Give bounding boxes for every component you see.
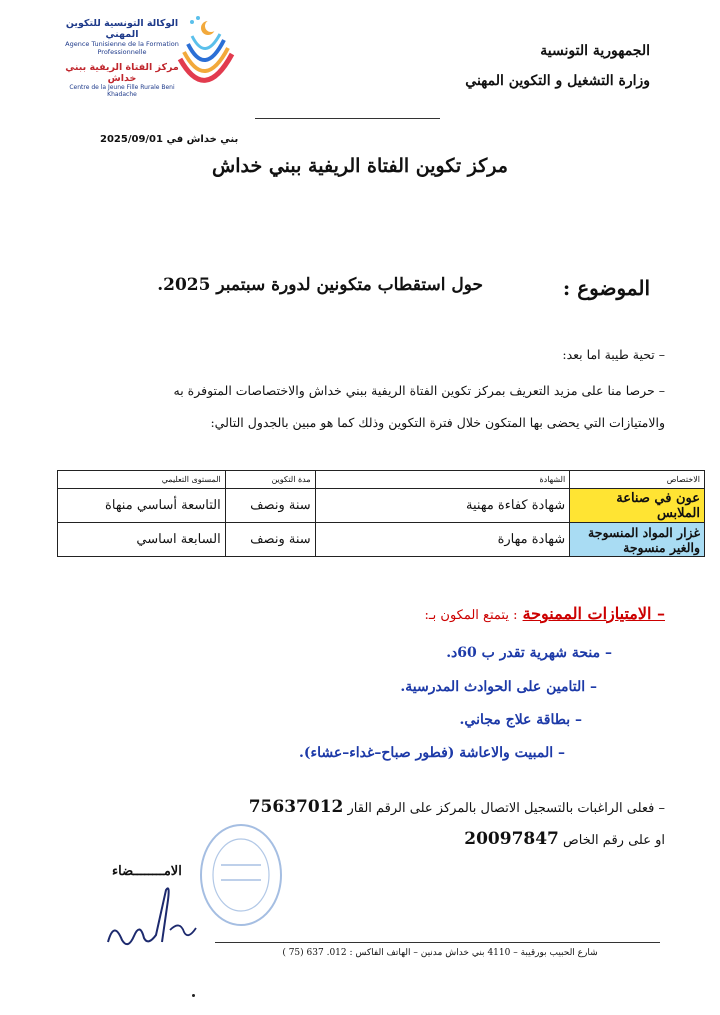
logo-agency-ar: الوكالة التونسية للتكوين المهني [65,18,179,40]
logo-text-block [62,18,182,98]
ministry-name: وزارة التشغيل و التكوين المهني [465,73,650,89]
ministry-header [465,36,650,96]
col-header-specialty: الاختصاص [570,471,705,489]
logo-center-ar: مركز الفتاة الريفية ببني خداش [65,62,179,84]
table-row [58,523,705,557]
stray-dot [192,994,195,997]
contact-line-2 [45,829,665,849]
mobile-number: 20097847 [464,829,559,849]
col-header-level: المستوى التعليمي [58,471,226,489]
cell-level: التاسعة أساسي منهاة [58,489,226,523]
intro-line-2: والامتيازات التي يحضى بها المتكون خلال فترة التكوين وذلك كما هو مبين بالجدول التالي: [210,415,665,430]
contact-text-1: – فعلى الراغبات بالتسجيل الاتصال بالمركز على الرقم القار [347,801,665,816]
table-row [58,489,705,523]
cell-specialty: عون في صناعة الملابس [570,489,705,523]
benefit-item: – منحة شهرية تقدر ب 60د. [446,645,612,661]
date-line: بني خداش في 2025/09/01 [100,134,239,145]
benefit-item: – المبيت والاعاشة (فطور صباح–غداء–عشاء). [299,745,565,761]
cell-level: السابعة اساسي [58,523,226,557]
subject-text: حول استقطاب متكونين لدورة سبتمبر 2025. [157,275,483,295]
header-divider [255,118,440,119]
cell-specialty: غزار المواد المنسوجة والغير منسوجة [570,523,705,557]
logo-agency-fr-1: Agence Tunisienne de la Formation [65,40,179,48]
intro-greeting: – تحية طيبة اما بعد: [562,347,665,362]
cell-certificate: شهادة مهارة [315,523,570,557]
agency-logo [62,14,242,102]
benefit-item: – التامين على الحوادث المدرسية. [400,679,597,695]
logo-emblem-icon [170,14,240,94]
col-header-certificate: الشهادة [315,471,570,489]
handwritten-signature-icon [100,880,210,950]
intro-line-1: – حرصا منا على مزيد التعريف بمركز تكوين الفتاة الريفية ببني خداش والاختصاصات المتوفرة به [173,383,665,398]
table-header-row [58,471,705,489]
specialties-table [57,470,705,557]
cell-duration: سنة ونصف [225,523,315,557]
footer-divider [215,942,660,943]
cell-certificate: شهادة كفاءة مهنية [315,489,570,523]
republic-name: الجمهورية التونسية [540,43,650,59]
center-title: مركز تكوين الفتاة الريفية ببني خداش [212,155,508,177]
landline-number: 75637012 [248,797,344,817]
subject-label: الموضوع : [562,276,650,300]
signature-label: الامــــــــضاء [112,864,182,879]
benefits-title: – الامتيازات الممنوحة [522,604,665,623]
benefits-heading [424,604,665,623]
logo-agency-fr-2: Professionnelle [97,48,147,56]
logo-center-fr: Centre de la Jeune Fille Rurale Beni Khadache [69,84,175,98]
cell-duration: سنة ونصف [225,489,315,523]
benefits-subtitle: : يتمتع المكون بـ: [424,608,518,623]
contact-text-2: او على رقم الخاص [563,833,665,848]
footer-address: شارع الحبيب بورقيبة – 4110 بني خداش مدنين – الهاتف الفاكس : 012. 637 (75 ) [282,948,598,958]
col-header-duration: مدة التكوين [225,471,315,489]
benefit-item: – بطاقة علاج مجاني. [459,712,582,728]
contact-line-1 [45,797,665,817]
